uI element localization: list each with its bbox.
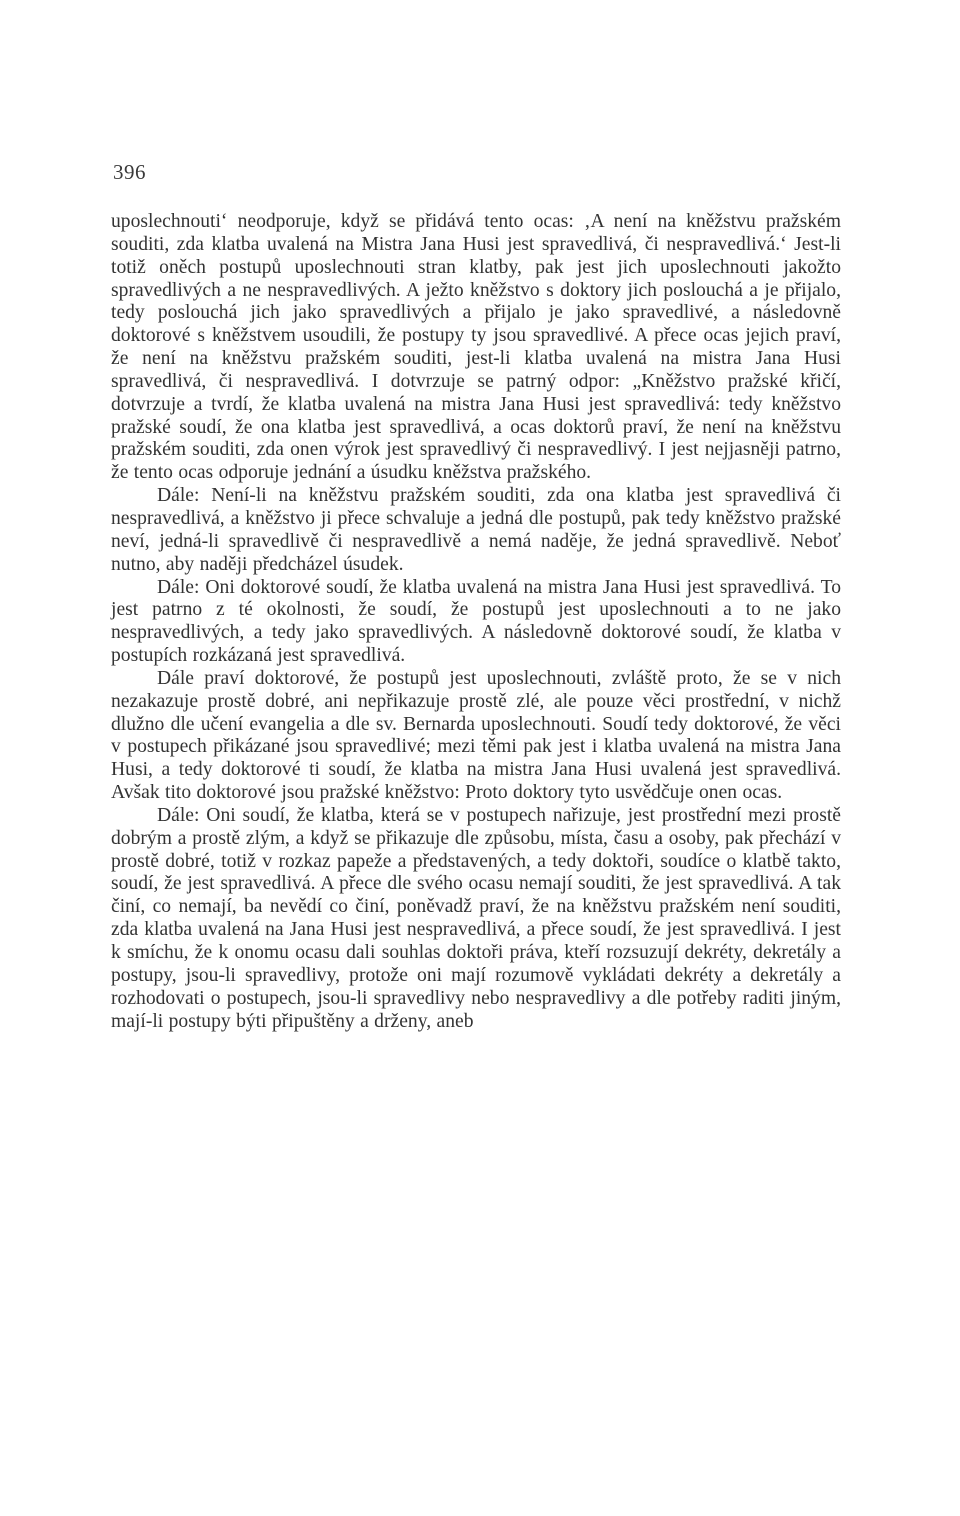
- paragraph: uposlechnouti‘ neodporuje, když se přidává tento ocas: ‚A není na kněžstvu pražském souditi, zda klatba uvalená na Mistra Jana Husi jest spravedlivá, či nespravedlivá.‘ Jest-li totiž oněch postupů uposlechnouti stran klatby, pak jest jich uposlechnouti jakožto spravedlivých a ne nespravedlivých. A ježto kněžstvo s doktory jich poslouchá a je přijalo, tedy poslouchá jich jako spravedlivých a přijalo je jako spravedlivé, a následovně doktorové s kněžstvem usoudili, že postupy ty jsou spravedlivé. A přece ocas jejich praví, že není na kněžstvu pražském souditi, jest-li klatba uvalená na mistra Jana Husi spravedlivá, či nespravedlivá. I dotvrzuje se patrný odpor: „Kněžstvo pražské křičí, dotvrzuje a tvrdí, že klatba uvalená na mistra Jana Husi jest spravedlivá: tedy kněžstvo pražské soudí, že ona klatba jest spravedlivá, a ocas doktorů praví, že není na kněžstvu pražském souditi, zda onen výrok jest spravedlivý či nespravedlivý. I jest nejjasněji patrno, že tento ocas odporuje jednání a úsudku kněžstva pražského.: [111, 211, 841, 484]
- paragraph: Dále: Není-li na kněžstvu pražském souditi, zda ona klatba jest spravedlivá či nespravedlivá, a kněžstvo ji přece schvaluje a jedná dle postupů, pak tedy kněžstvo pražské neví, jedná-li spravedlivě či nespravedlivě a nemá naděje, že jedná spravedlivě. Neboť nutno, aby naději předcházel úsudek.: [111, 485, 841, 575]
- body-text: [111, 211, 841, 1033]
- paragraph: Dále: Oni soudí, že klatba, která se v postupech nařizuje, jest prostřední mezi prostě dobrým a prostě zlým, a když se přikazuje dle způsobu, místa, času a osoby, pak přechází v prostě dobré, totiž v rozkaz papeže a představených, a tedy doktoři, soudíce o klatbě takto, soudí, že jest spravedlivá. A přece dle svého ocasu nemají souditi, že jest spravedlivá. A tak činí, co nemají, ba nevědí co činí, poněvadž praví, že na kněžstvu pražském není souditi, zda klatba uvalená na Jana Husi jest nespravedlivá, a přece soudí, že jest spravedlivá. I jest k smíchu, že k onomu ocasu dali souhlas doktoři práva, kteří rozsuzují dekréty, dekretály a postupy, jsou-li spravedlivy, protože oni mají rozumově vykládati dekréty a dekretály a rozhodovati o postupech, jsou-li spravedlivy nebo nespravedlivy a dle potřeby raditi jiným, mají-li postupy býti připuštěny a drženy, aneb: [111, 804, 841, 1032]
- page-number: 396: [113, 160, 146, 184]
- paragraph: Dále praví doktorové, že postupů jest uposlechnouti, zvláště proto, že se v nich nezakazuje prostě dobré, ani nepřikazuje prostě zlé, ale pouze věci prostřední, v nichž dlužno dle učení evangelia a dle sv. Bernarda uposlechnouti. Soudí tedy doktorové, že věci v postupech přikázané jsou spravedlivé; mezi těmi pak jest i klatba uvalená na mistra Jana Husi, a tedy doktorové ti soudí, že klatba na mistra Jana Husi uvalená jest spravedlivá. Avšak tito doktorové jsou pražské kněžstvo: Proto doktory tyto usvědčuje onen ocas.: [111, 667, 841, 804]
- paragraph: Dále: Oni doktorové soudí, že klatba uvalená na mistra Jana Husi jest spravedlivá. To jest patrno z té okolnosti, že soudí, že postupů jest uposlechnouti a to ne jako nespravedlivých, a tedy jako spravedlivých. A následovně doktorové soudí, že klatba v postupích rozkázaná jest spravedlivá.: [111, 576, 841, 667]
